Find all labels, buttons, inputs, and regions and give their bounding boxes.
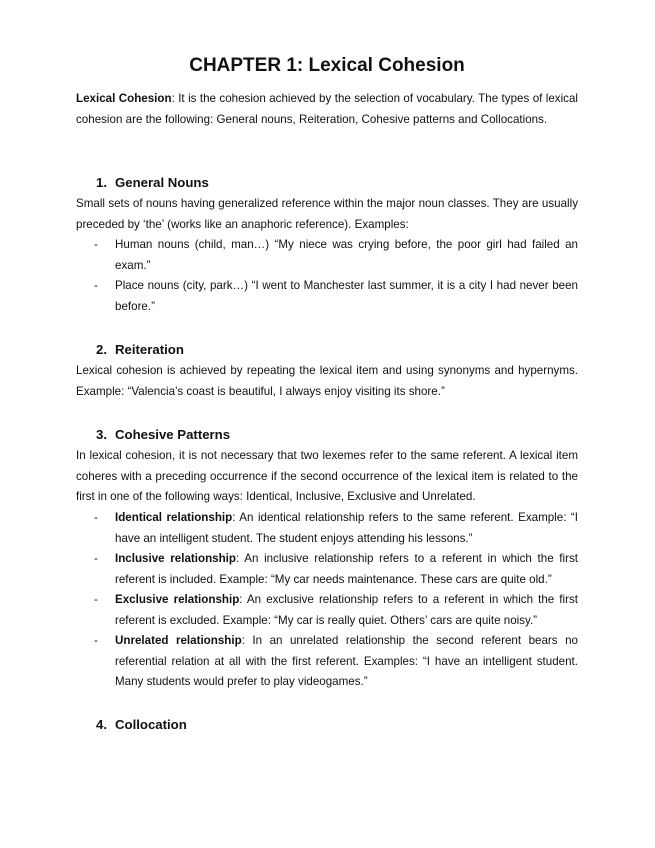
intro-paragraph xyxy=(76,89,578,130)
intro-text: : It is the cohesion achieved by the selection of vocabulary. The types of lexical cohesion are the following: General nouns, Reiteration, Cohesive patterns and Collocations. xyxy=(76,92,578,126)
list-item-text xyxy=(115,631,578,693)
cohesive-patterns-paragraph: In lexical cohesion, it is not necessary that two lexemes refer to the same referent. A lexical item coheres with a preceding occurrence if the second occurrence of the lexical item is related to the first in one of the following ways: Identical, Inclusive, Exclusive and Unrelated. xyxy=(76,449,578,504)
intro-term: Lexical Cohesion xyxy=(76,92,172,105)
section-number: 2. xyxy=(96,342,107,357)
section-title: General Nouns xyxy=(115,175,209,190)
general-nouns-paragraph: Small sets of nouns having generalized reference within the major noun classes. They are usually preceded by ‘the’ (works like an anaphoric reference). Examples: xyxy=(76,197,578,231)
list-item-text xyxy=(115,549,578,590)
reiteration-paragraph: Lexical cohesion is achieved by repeating the lexical item and using synonyms and hypernyms. Example: “Valencia’s coast is beautiful, I always enjoy visiting its shore.” xyxy=(76,364,578,398)
section-number: 1. xyxy=(96,175,107,190)
bullet-dash: - xyxy=(94,279,98,292)
bullet-dash: - xyxy=(94,511,98,524)
section-title: Collocation xyxy=(115,717,187,732)
relationship-text: : In an unrelated relationship the second referent bears no referential relation at all with the first referent. Examples: “I have an intelligent student. Many students would prefer to play videogames.” xyxy=(115,634,578,689)
list-item-text xyxy=(115,590,578,631)
relationship-term: Unrelated relationship xyxy=(115,634,242,647)
bullet-dash: - xyxy=(94,238,98,251)
section-heading-cohesive-patterns xyxy=(96,426,230,444)
section-number: 4. xyxy=(96,717,107,732)
bullet-dash: - xyxy=(94,634,98,647)
relationship-text: : An inclusive relationship refers to a referent in which the first referent is included. Example: “My car needs maintenance. These cars are quite old.” xyxy=(115,552,578,586)
chapter-title: CHAPTER 1: Lexical Cohesion xyxy=(189,55,465,76)
section-title: Cohesive Patterns xyxy=(115,427,231,442)
list-item-text: Human nouns (child, man…) “My niece was crying before, the poor girl had failed an exam.” xyxy=(115,238,578,272)
relationship-term: Identical relationship xyxy=(115,511,233,524)
relationship-term: Exclusive relationship xyxy=(115,593,240,606)
section-heading-general-nouns xyxy=(96,174,209,192)
section-heading-reiteration xyxy=(96,341,184,359)
section-number: 3. xyxy=(96,427,107,442)
relationship-term: Inclusive relationship xyxy=(115,552,236,565)
section-heading-collocation xyxy=(96,716,187,734)
section-title: Reiteration xyxy=(115,342,184,357)
relationship-text: : An exclusive relationship refers to a referent in which the first referent is excluded. Example: “My car is really quiet. Others’ cars are quite noisy.” xyxy=(115,593,578,627)
bullet-dash: - xyxy=(94,593,98,606)
list-item-text xyxy=(115,508,578,549)
list-item-text: Place nouns (city, park…) “I went to Manchester last summer, it is a city I had never been before.” xyxy=(115,279,578,313)
bullet-dash: - xyxy=(94,552,98,565)
relationship-text: : An identical relationship refers to the same referent. Example: “I have an intelligent student. The student enjoys attending his lessons.” xyxy=(115,511,578,545)
